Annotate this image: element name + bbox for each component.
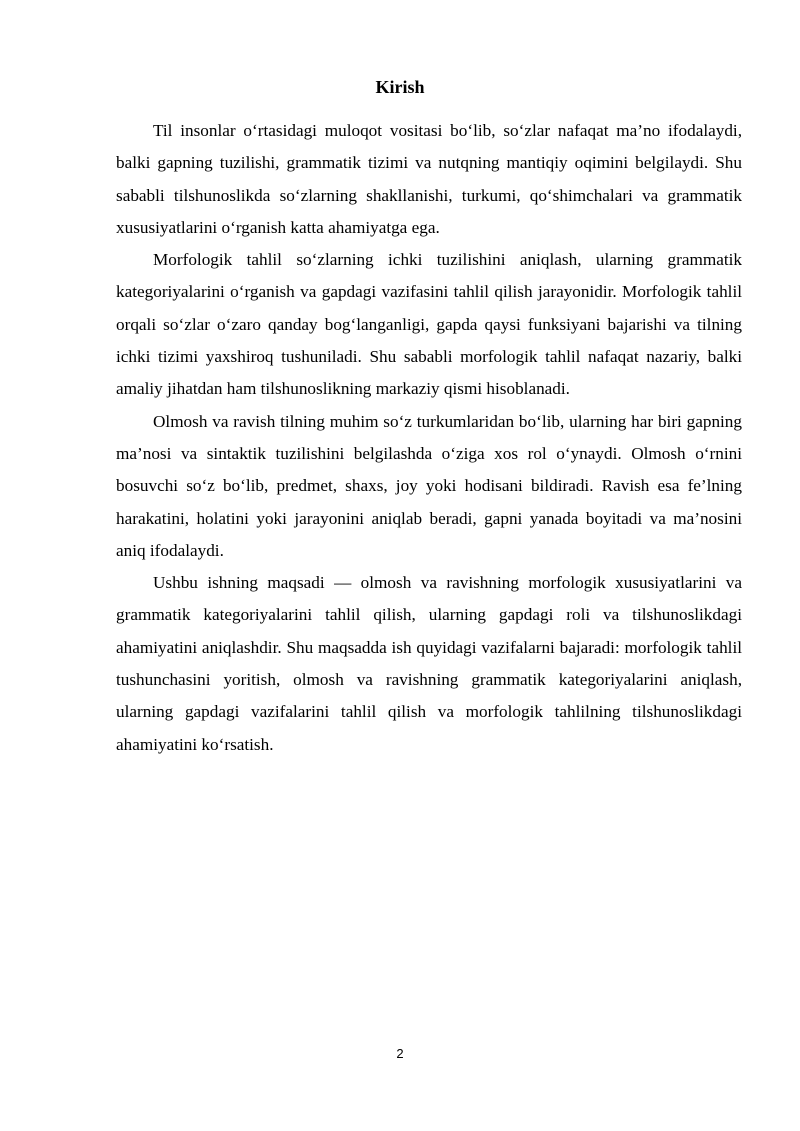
body-text — [116, 115, 742, 761]
section-heading: Kirish — [375, 77, 425, 97]
page-number: 2 — [396, 1046, 404, 1061]
paragraph-1: Til insonlar o‘rtasidagi muloqot vositasi bo‘lib, so‘zlar nafaqat ma’no ifodalaydi, balki gapning tuzilishi, grammatik tizimi va nutqning mantiqiy oqimini belgilaydi. Shu sababli tilshunoslikda so‘zlarning shakllanishi, turkumi, qo‘shimchalari va grammatik xususiyatlarini o‘rganish katta ahamiyatga ega. — [116, 121, 742, 237]
paragraph-4: Ushbu ishning maqsadi — olmosh va ravishning morfologik xususiyatlarini va grammatik kategoriyalarini tahlil qilish, ularning gapdagi roli va tilshunoslikdagi ahamiyatini aniqlashdir. Shu maqsadda ish quyidagi vazifalarni bajaradi: morfologik tahlil tushunchasini yoritish, olmosh va ravishning grammatik kategoriyalarini aniqlash, ularning gapdagi vazifalarini tahlil qilish va morfologik tahlilning tilshunoslikdagi ahamiyatini ko‘rsatish. — [116, 573, 742, 754]
paragraph-2: Morfologik tahlil so‘zlarning ichki tuzilishini aniqlash, ularning grammatik kategoriyalarini o‘rganish va gapdagi vazifasini tahlil qilish jarayonidir. Morfologik tahlil orqali so‘zlar o‘zaro qanday bog‘langanligi, gapda qaysi funksiyani bajarishi va tilning ichki tizimi yaxshiroq tushuniladi. Shu sababli morfologik tahlil nafaqat nazariy, balki amaliy jihatdan ham tilshunoslikning markaziy qismi hisoblanadi. — [116, 250, 742, 399]
paragraph-3: Olmosh va ravish tilning muhim so‘z turkumlaridan bo‘lib, ularning har biri gapning ma’nosi va sintaktik tuzilishini belgilashda o‘ziga xos rol o‘ynaydi. Olmosh o‘rnini bosuvchi so‘z bo‘lib, predmet, shaxs, joy yoki hodisani bildiradi. Ravish esa fe’lning harakatini, holatini yoki jarayonini aniqlab beradi, gapni yanada boyitadi va ma’nosini aniq ifodalaydi. — [116, 411, 742, 560]
